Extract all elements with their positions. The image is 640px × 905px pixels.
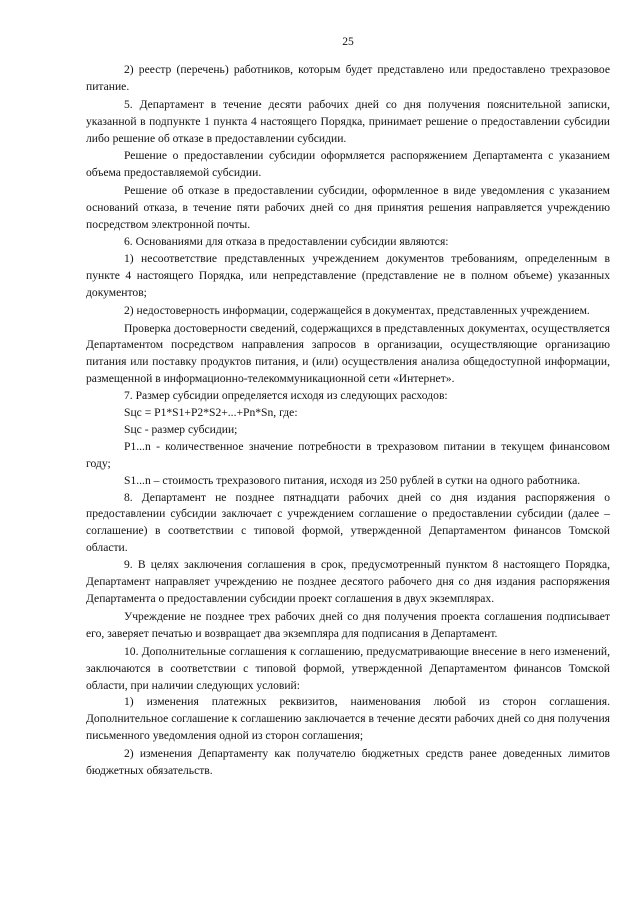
page-number-row xyxy=(86,34,610,51)
paragraph-item-8: 8. Департамент не позднее пятнадцати рабочих дней со дня издания распоряжения о предоставлении субсидии заключает с учреждением соглашение о предоставлении субсидии (далее – соглашение) в соответствии с типовой формой, утвержденной Департаментом финансов Томской области. xyxy=(86,490,610,555)
paragraph-formula-cost: S1...n – стоимость трехразового питания, исходя из 250 рублей в сутки на одного работника. xyxy=(124,473,581,487)
paragraph-registry: 2) реестр (перечень) работников, которым будет представлено или предоставлено трехразовое питание. xyxy=(86,62,610,93)
paragraph-formula-s: Sцс - размер субсидии; xyxy=(124,422,238,436)
paragraph-condition-1: 1) изменения платежных реквизитов, наименования любой из сторон соглашения. Дополнительное соглашение к соглашению заключается в течение десяти рабочих дней со дня получения письменного уведомления одной из сторон соглашения; xyxy=(86,695,610,743)
page-number: 25 xyxy=(342,35,354,48)
paragraph-item-6: 6. Основаниями для отказа в предоставлении субсидии являются: xyxy=(124,234,449,248)
paragraph-condition-2: 2) изменения Департаменту как получателю бюджетных средств ранее доведенных лимитов бюджетных обязательств. xyxy=(86,747,610,778)
paragraph-formula: Sцс = P1*S1+P2*S2+...+Pn*Sn, где: xyxy=(124,406,298,420)
paragraph-refusal-reason-1: 1) несоответствие представленных учреждением документов требованиям, определенным в пункте 4 настоящего Порядка, или непредставление (представление не в полном объеме) указанных документов; xyxy=(86,251,610,299)
paragraph-item-10: 10. Дополнительные соглашения к соглашению, предусматривающие внесение в него изменений, заключаются в соответствии с типовой формой, утвержденной Департаментом финансов Томской области, при наличии следующих условий: xyxy=(86,644,610,692)
document-page xyxy=(86,34,610,780)
paragraph-formula-p: P1...n - количественное значение потребности в трехразовом питании в текущем финансовом году; xyxy=(86,439,610,470)
paragraph-grant-decision: Решение о предоставлении субсидии оформляется распоряжением Департамента с указанием объема предоставляемой субсидии. xyxy=(86,149,610,180)
paragraph-verification: Проверка достоверности сведений, содержащихся в представленных документах, осуществляется Департаментом посредством направления запросов в организации, осуществляющие организацию питания или поставку продуктов питания, и (или) осуществления анализа общедоступной информации, размещенной в информационно-телекоммуникационной сети «Интернет». xyxy=(86,321,610,386)
paragraph-item-5: 5. Департамент в течение десяти рабочих дней со дня получения пояснительной записки, указанной в подпункте 1 пункта 4 настоящего Порядка, принимает решение о предоставлении субсидии либо решение об отказе в предоставлении субсидии. xyxy=(86,97,610,145)
paragraph-refusal-decision: Решение об отказе в предоставлении субсидии, оформленное в виде уведомления с указанием оснований отказа, в течение пяти рабочих дней со дня принятия решения направляется учреждению посредством электронной почты. xyxy=(86,184,610,232)
paragraph-signing: Учреждение не позднее трех рабочих дней со дня получения проекта соглашения подписывает его, заверяет печатью и возвращает два экземпляра для подписания в Департамент. xyxy=(86,609,610,640)
paragraph-item-7: 7. Размер субсидии определяется исходя из следующих расходов: xyxy=(124,389,448,403)
paragraph-refusal-reason-2: 2) недостоверность информации, содержащейся в документах, представленных учреждением. xyxy=(124,303,590,317)
paragraph-item-9: 9. В целях заключения соглашения в срок, предусмотренный пунктом 8 настоящего Порядка, Департамент направляет учреждению не позднее десятого рабочего дня со дня издания распоряжения Департамента о предоставлении субсидии проект соглашения в двух экземплярах. xyxy=(86,558,610,605)
